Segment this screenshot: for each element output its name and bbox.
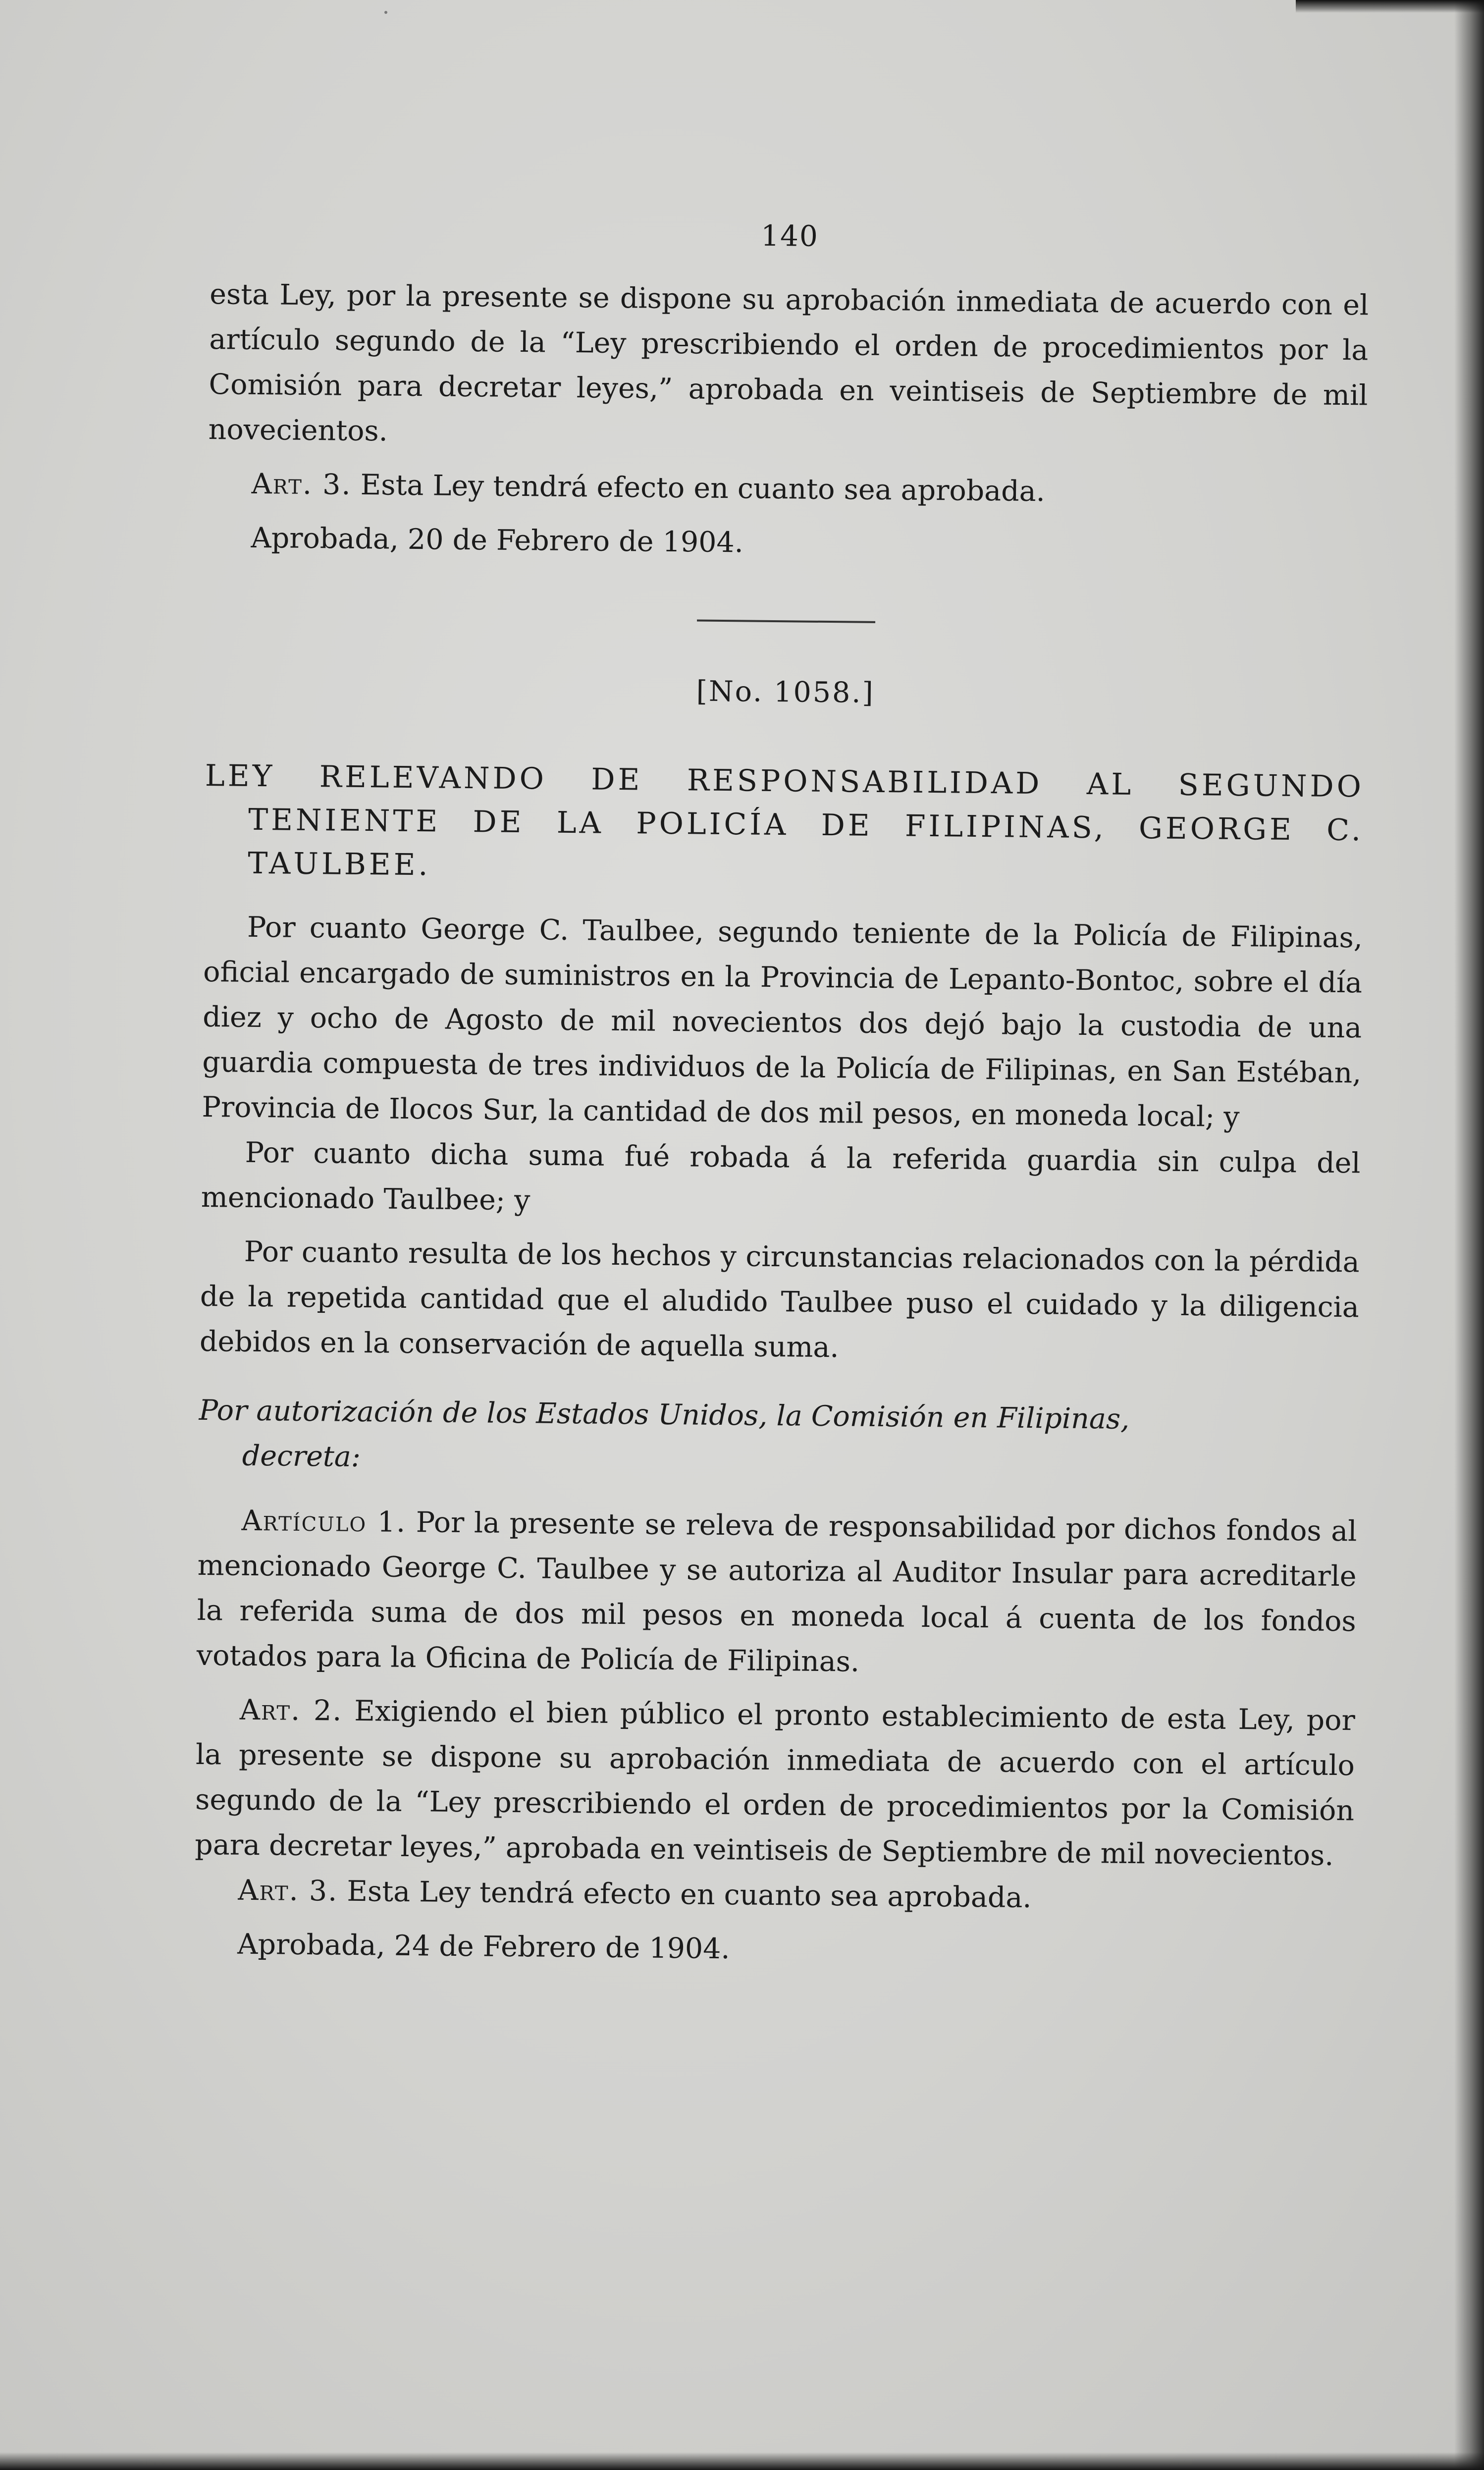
page-number: 140 bbox=[760, 218, 819, 253]
section-divider bbox=[697, 619, 875, 623]
enacting-clause-line-2: decreta: bbox=[242, 1439, 361, 1474]
prev-law-article-2-continuation: esta Ley, por la presente se dispone su aprobación inmediata de acuerdo con el artículo segundo de la “Ley prescribiendo el orden de procedimientos por la Comisión para decretar leyes,” aprobada en veintiseis de Septiembre de mil novecientos. bbox=[208, 277, 1369, 448]
page-text bbox=[194, 208, 1370, 1978]
article-1 bbox=[197, 1498, 1357, 1689]
prev-law-article-3 bbox=[208, 461, 1367, 517]
speck bbox=[384, 11, 387, 14]
article-2 bbox=[195, 1687, 1355, 1879]
article-label: Artículo 1. bbox=[241, 1504, 407, 1539]
whereas-clause-3: Por cuanto resulta de los hechos y circunstancias relacionados con la pérdida de la repetida cantidad que el aludido Taulbee puso el cuidado y la diligencia debidos en la conservación de aquella suma. bbox=[199, 1235, 1360, 1364]
page-edge-shadow bbox=[1454, 0, 1484, 2470]
article-text: Por la presente se releva de responsabilidad por dichos fondos al mencionado George C. Taulbee y se autoriza al Auditor Insular para acreditarle la referida suma de dos mil pesos en moneda local á cuenta de los fondos votados para la Oficina de Policía de Filipinas. bbox=[196, 1506, 1357, 1678]
enacting-clause-line-1: Por autorización de los Estados Unidos, la Comisión en Filipinas, bbox=[199, 1394, 1130, 1436]
article-label: Art. 3. bbox=[238, 1874, 338, 1908]
whereas-clause-2: Por cuanto dicha suma fué robada á la referida guardia sin culpa del mencionado Taulbee; y bbox=[201, 1136, 1361, 1217]
approval-date: Aprobada, 24 de Febrero de 1904. bbox=[237, 1928, 730, 1966]
enacting-clause bbox=[198, 1388, 1358, 1489]
law-title: LEY RELEVANDO DE RESPONSABILIDAD AL SEGUNDO TENIENTE DE LA POLICÍA DE FILIPINAS, GEORGE C. TAULBEE. bbox=[205, 758, 1365, 883]
article-text: Esta Ley tendrá efecto en cuanto sea aprobada. bbox=[347, 1875, 1032, 1915]
article-label: Art. 3. bbox=[251, 467, 352, 501]
law-number: [No. 1058.] bbox=[696, 675, 875, 709]
page-bottom-shadow bbox=[0, 2452, 1484, 2470]
article-text: Esta Ley tendrá efecto en cuanto sea aprobada. bbox=[360, 468, 1046, 508]
prev-law-approval-date: Aprobada, 20 de Febrero de 1904. bbox=[251, 521, 744, 559]
article-text: Exigiendo el bien público el pronto establecimiento de esta Ley, por la presente se dispone su aprobación inmediata de acuerdo con el artículo segundo de la “Ley prescribiendo el orden de procedimientos por la Comisión para decretar leyes,” aprobada en veintiseis de Septiembre de mil novecientos. bbox=[194, 1694, 1356, 1872]
page-corner-shadow bbox=[1296, 0, 1484, 13]
article-label: Art. 2. bbox=[239, 1693, 343, 1727]
whereas-clause-1: Por cuanto George C. Taulbee, segundo teniente de la Policía de Filipinas, oficial encargado de suministros en la Provincia de Lepanto-Bontoc, sobre el día diez y ocho de Agosto de mil novecientos dos dejó bajo la custodia de una guardia compuesta de tres individuos de la Policía de Filipinas, en San Estéban, Provincia de Ilocos Sur, la cantidad de dos mil pesos, en moneda local; y bbox=[202, 911, 1363, 1134]
